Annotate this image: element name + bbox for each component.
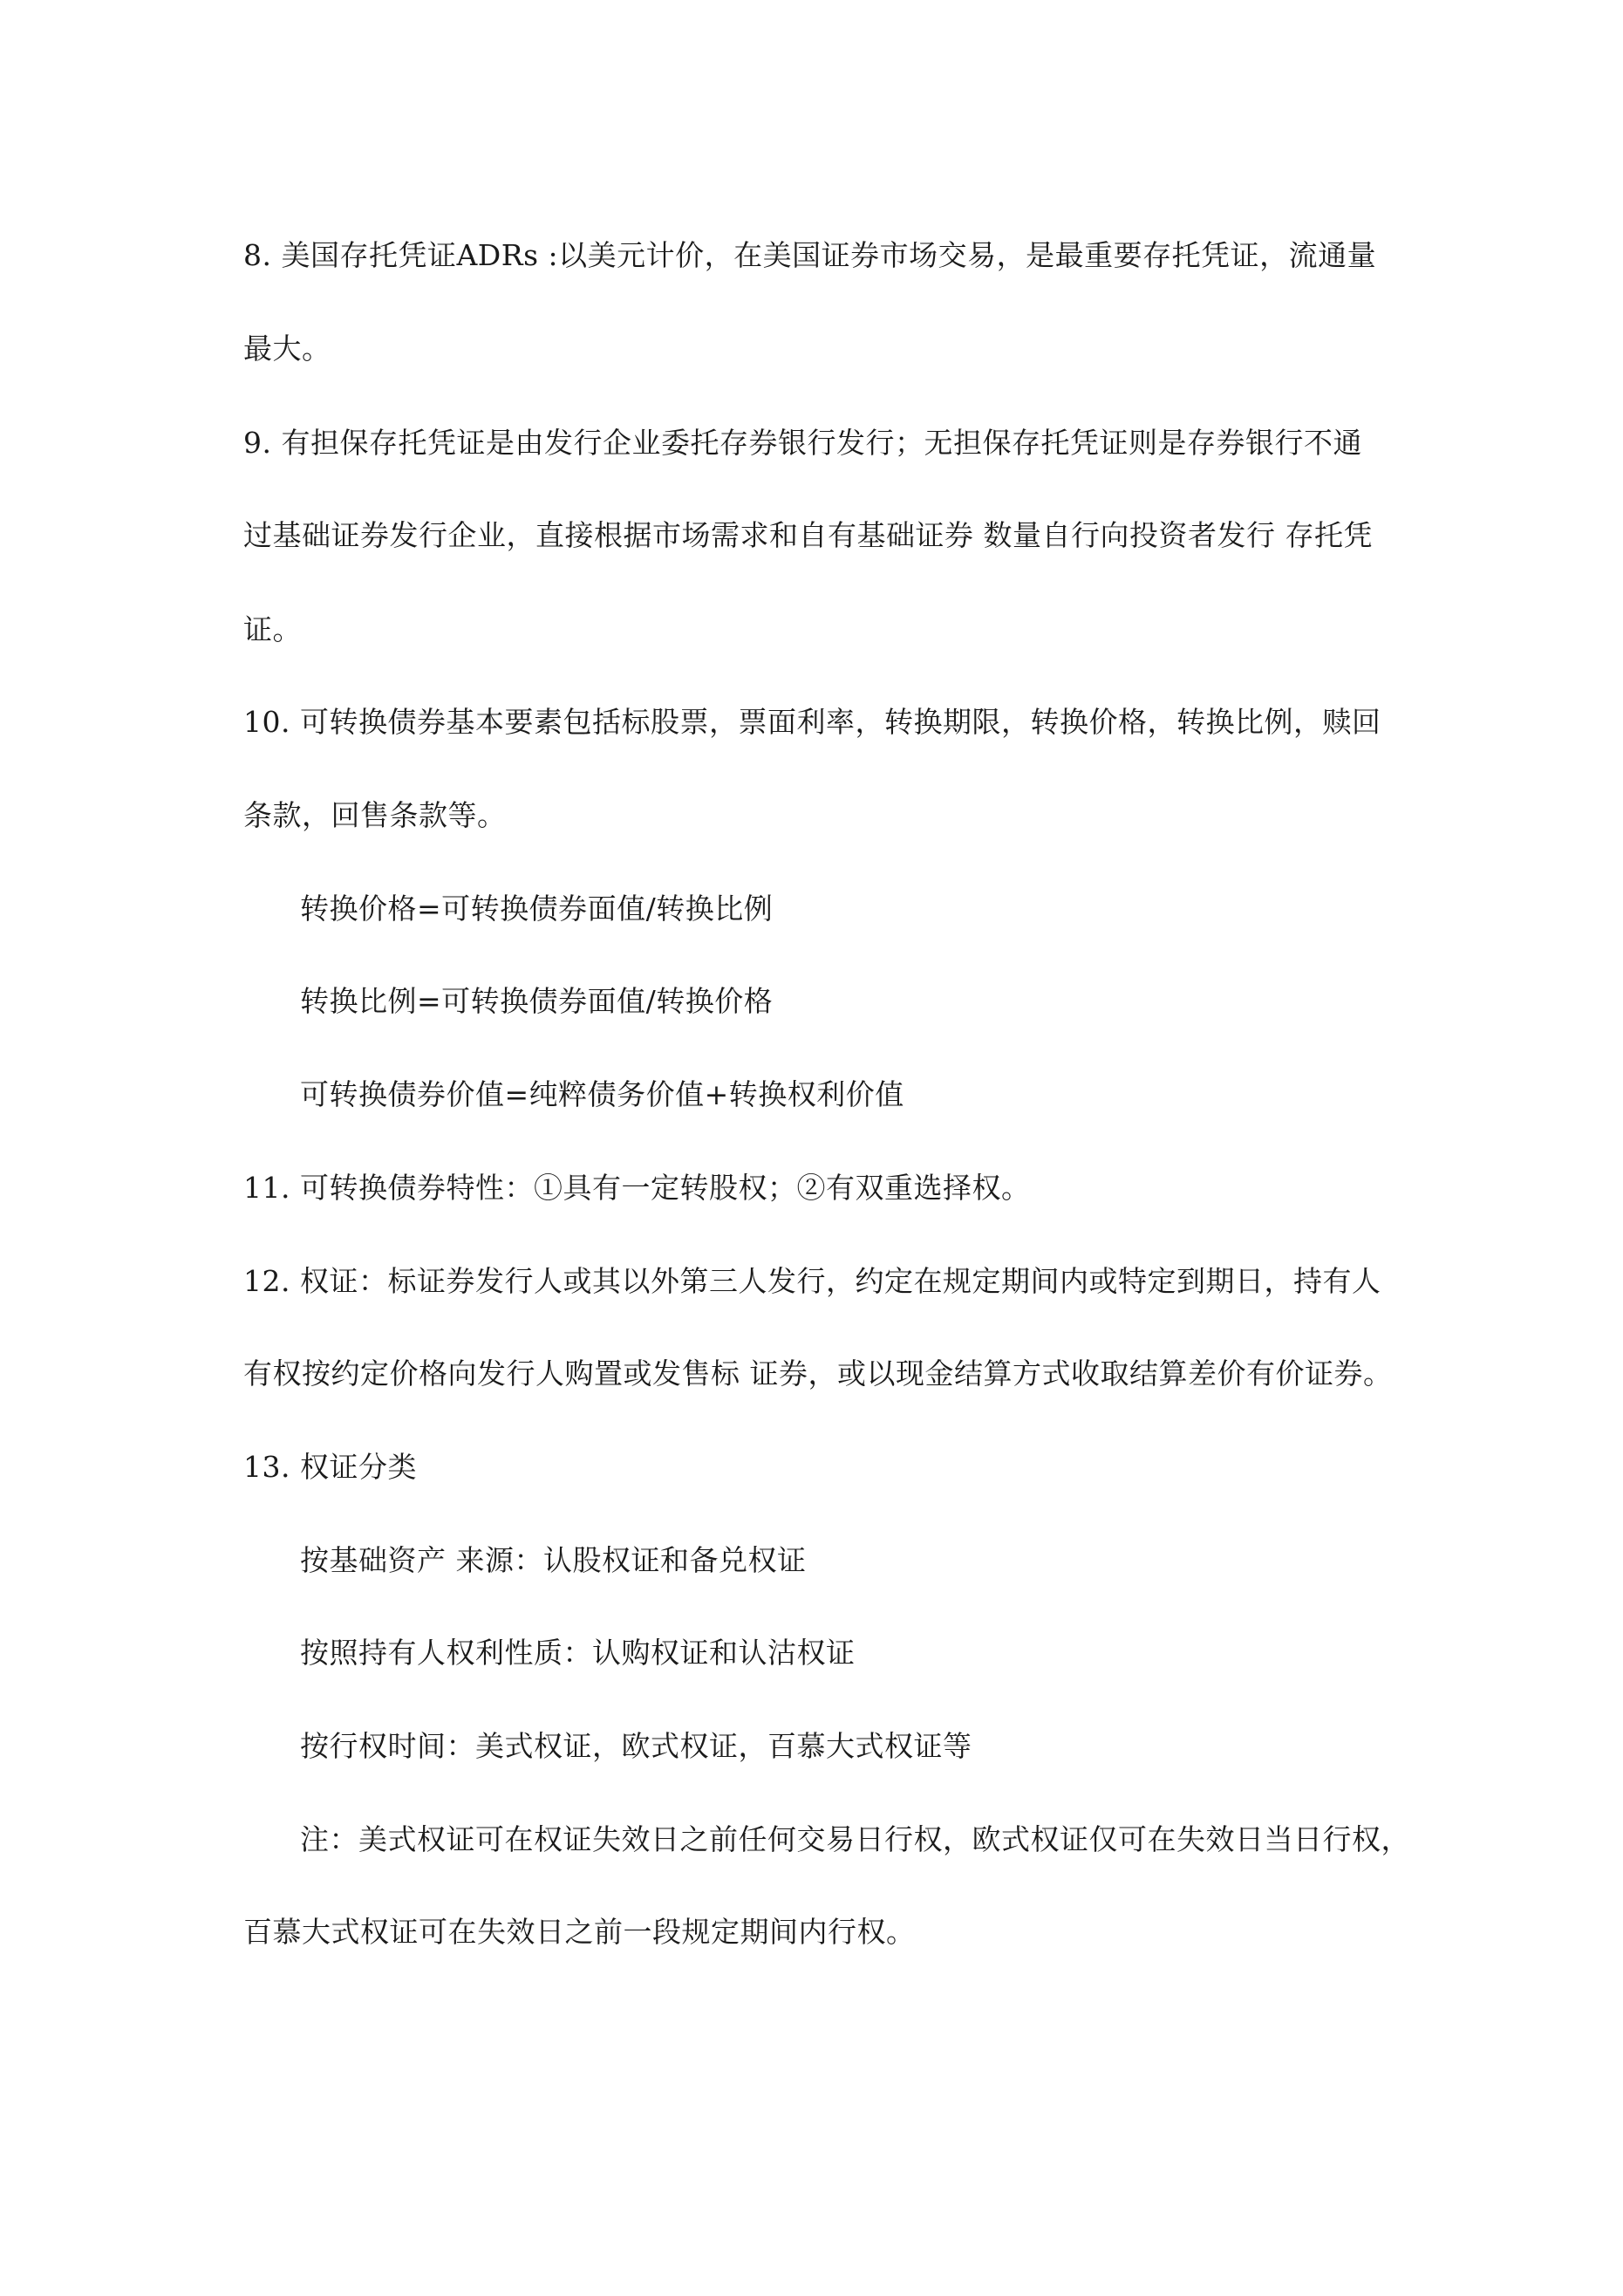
note-line-1: 注：美式权证可在权证失效日之前任何交易日行权，欧式权证仅可在失效日当日行权，	[300, 1822, 1410, 1856]
warrant-class-exercise-time: 按行权时间：美式权证，欧式权证，百慕大式权证等	[300, 1729, 972, 1763]
formula-conversion-ratio: 转换比例=可转换债券面值/转换价格	[300, 984, 774, 1018]
item-8-line-1: 8. 美国存托凭证ADRs :以美元计价，在美国证券市场交易，是最重要存托凭证，流通量	[243, 238, 1377, 272]
item-10-line-1: 10. 可转换债券基本要素包括标股票，票面利率，转换期限，转换价格，转换比例，赎回	[243, 705, 1381, 739]
note-line-2: 百慕大式权证可在失效日之前一段规定期间内行权。	[243, 1915, 916, 1949]
item-12-line-1: 12. 权证：标证券发行人或其以外第三人发行，约定在规定期间内或特定到期日，持有人	[243, 1264, 1381, 1298]
item-8-line-2: 最大。	[243, 331, 331, 366]
item-10-line-2: 条款，回售条款等。	[243, 798, 507, 832]
item-9-line-1: 9. 有担保存托凭证是由发行企业委托存券银行发行；无担保存托凭证则是存券银行不通	[243, 426, 1362, 460]
warrant-class-rights: 按照持有人权利性质：认购权证和认沽权证	[300, 1636, 856, 1670]
item-12-line-2: 有权按约定价格向发行人购置或发售标 证券，或以现金结算方式收取结算差价有价证券。	[243, 1356, 1393, 1391]
warrant-class-underlying: 按基础资产 来源：认股权证和备兑权证	[300, 1543, 807, 1577]
item-13-heading: 13. 权证分类	[243, 1450, 417, 1484]
item-9-line-2: 过基础证券发行企业，直接根据市场需求和自有基础证券 数量自行向投资者发行 存托凭	[243, 518, 1373, 552]
formula-convertible-value: 可转换债券价值=纯粹债务价值+转换权利价值	[300, 1077, 904, 1111]
item-11-line: 11. 可转换债券特性：①具有一定转股权；②有双重选择权。	[243, 1171, 1031, 1205]
formula-conversion-price: 转换价格=可转换债券面值/转换比例	[300, 892, 774, 926]
item-9-line-3: 证。	[243, 612, 302, 646]
